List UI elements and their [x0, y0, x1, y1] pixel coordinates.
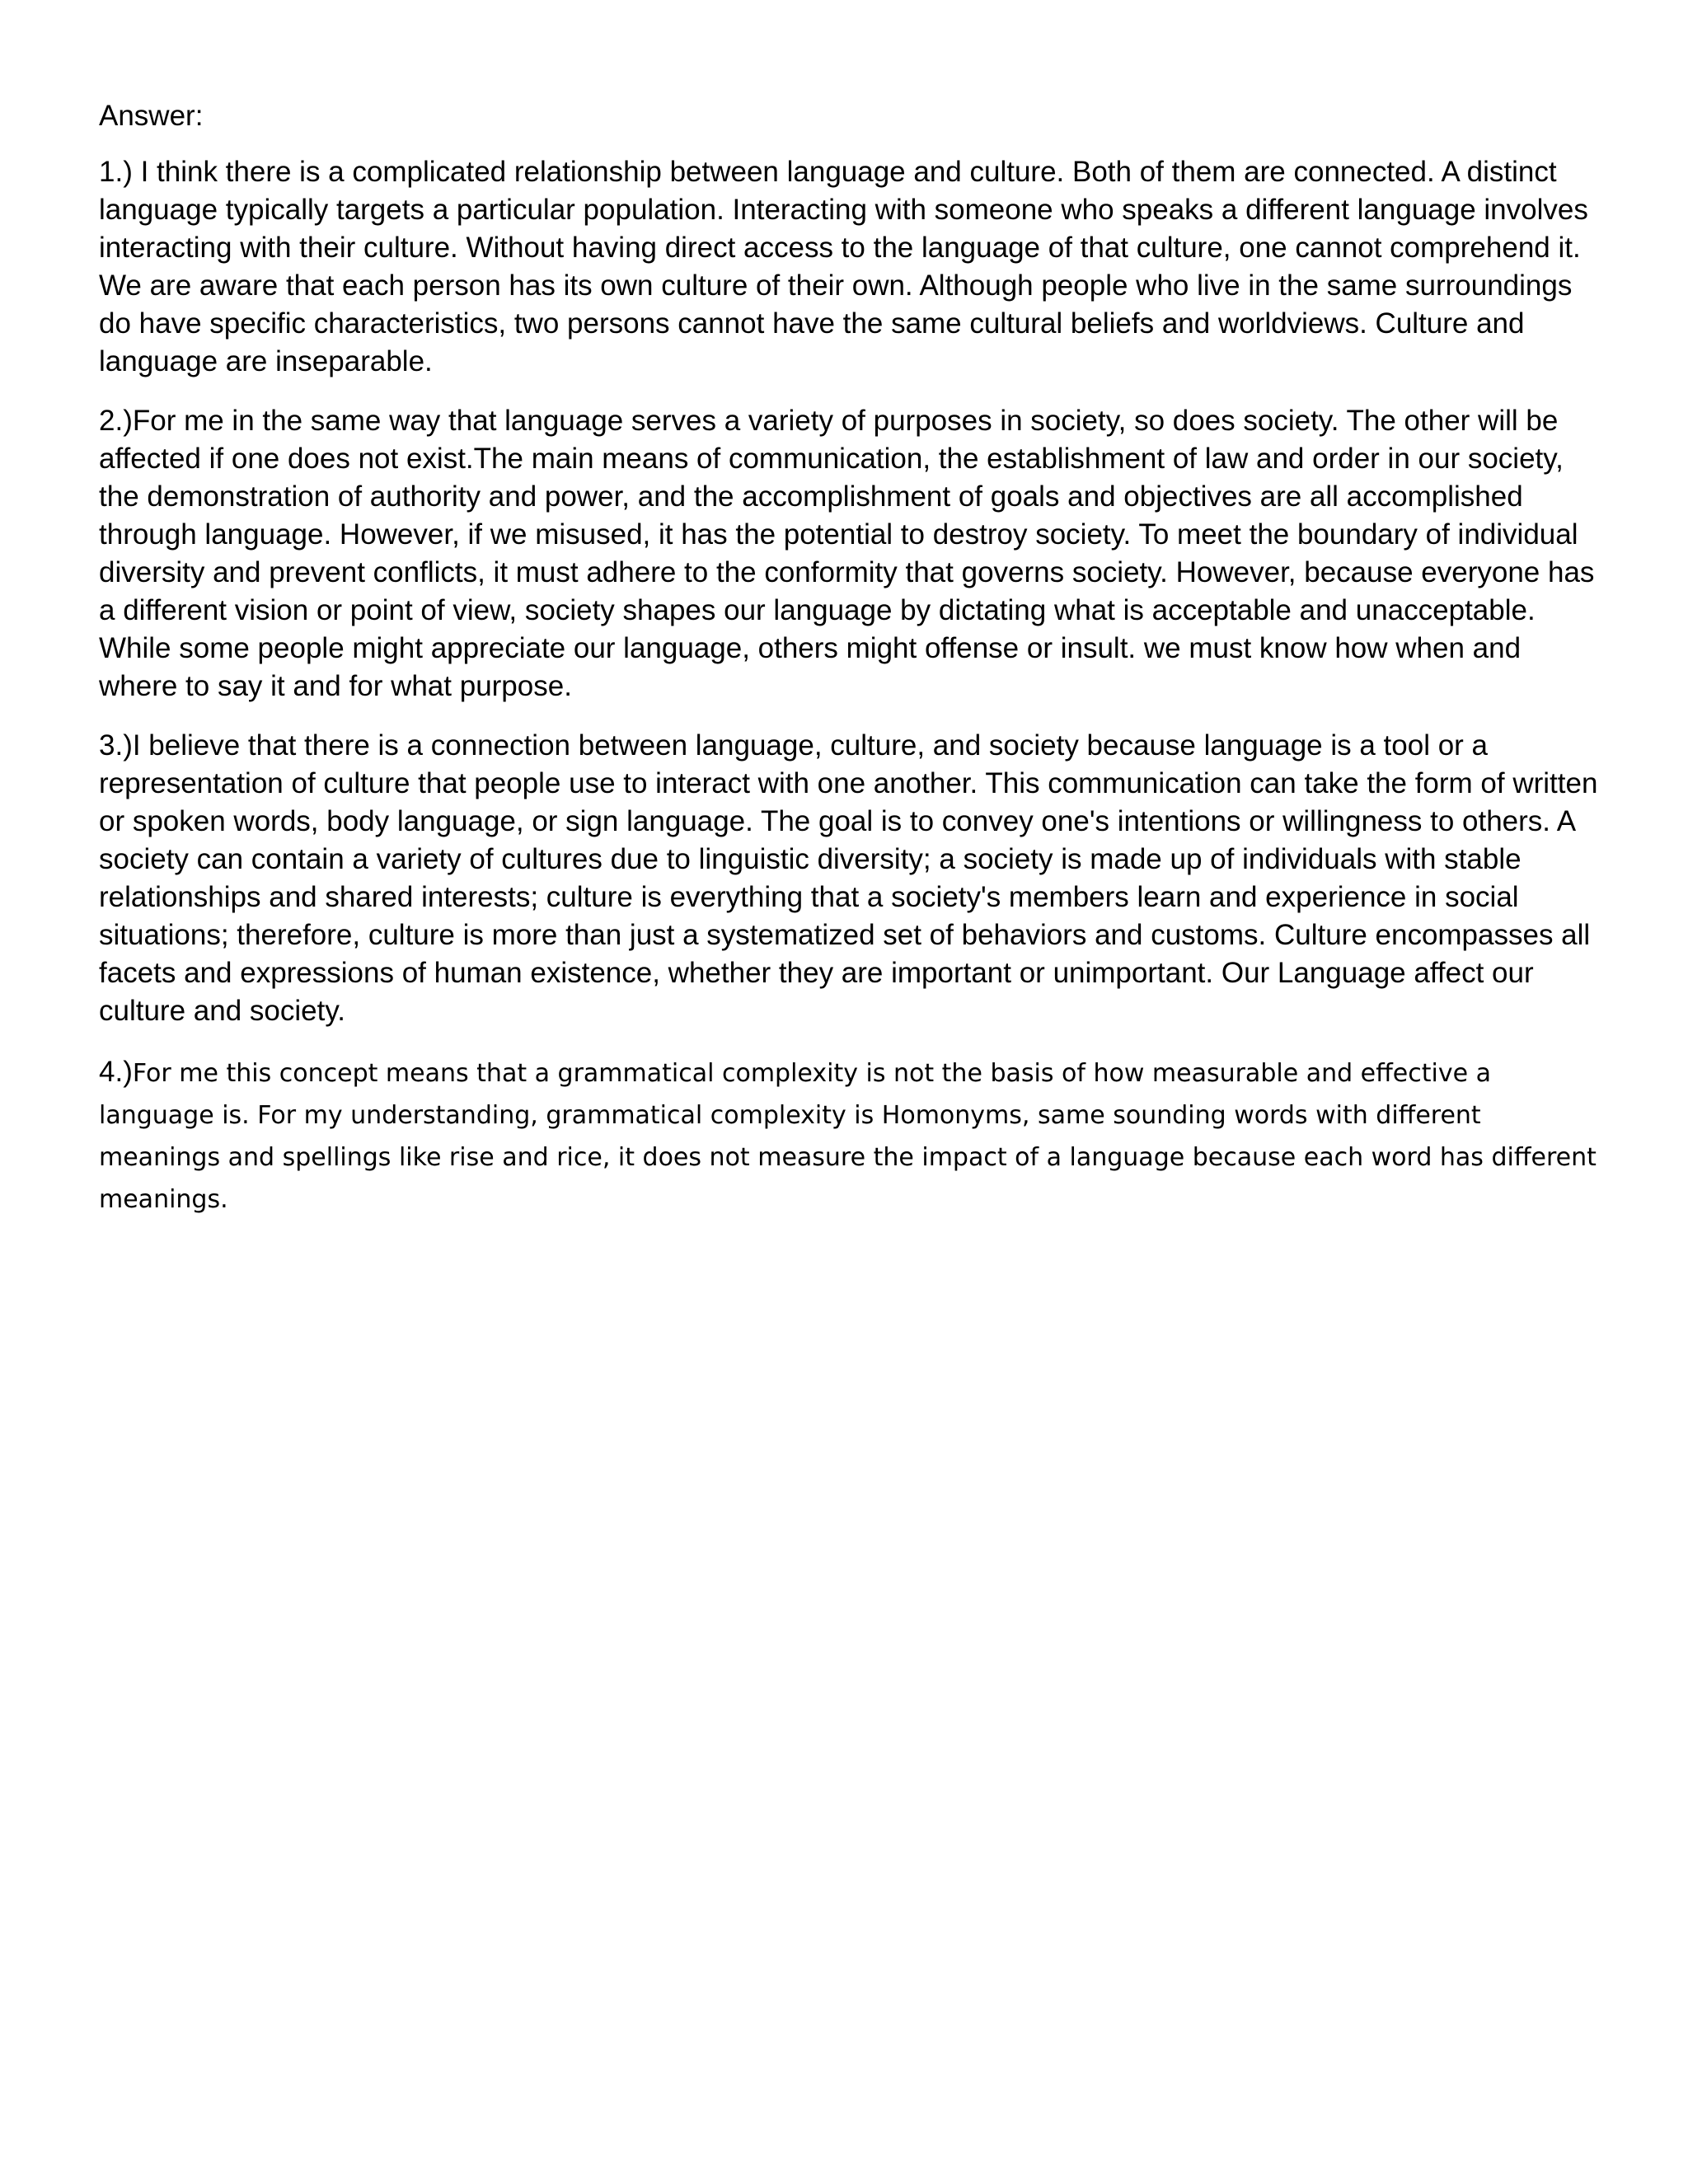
paragraph-4-text: For me this concept means that a grammatical complexity is not the basis of how measurable and effective a language is. For my understanding, grammatical complexity is Homonyms, same sounding words with different meanings and spellings like rise and rice, it does not measure the impact of a language because each word has different meanings. [99, 1059, 1597, 1214]
answer-heading: Answer: [99, 100, 204, 132]
answer-paragraph-2: 2.)For me in the same way that language serves a variety of purposes in society, so does society. The other will be affected if one does not exist.The main means of communication, the establishment of law and order in our society, the demonstration of authority and power, and the accomplishment of goals and objectives are all accomplished through language. However, if we misused, it has the potential to destroy society. To meet the boundary of individual diversity and prevent conflicts, it must adhere to the conformity that governs society. However, because everyone has a different vision or point of view, society shapes our language by dictating what is acceptable and unacceptable. While some people might appreciate our language, others might offense or insult. we must know how when and where to say it and for what purpose. [99, 405, 1595, 702]
answer-paragraph-1: 1.) I think there is a complicated relationship between language and culture. Both of them are connected. A distinct language typically targets a particular population. Interacting with someone who speaks a different language involves interacting with their culture. Without having direct access to the language of that culture, one cannot comprehend it. We are aware that each person has its own culture of their own. Although people who live in the same surroundings do have specific characteristics, two persons cannot have the same cultural beliefs and worldviews. Culture and language are inseparable. [99, 156, 1588, 377]
answer-paragraph-3: 3.)I believe that there is a connection between language, culture, and society because language is a tool or a representation of culture that people use to interact with one another. This communication can take the form of written or spoken words, body language, or sign language. The goal is to convey one's intentions or willingness to others. A society can contain a variety of cultures due to linguistic diversity; a society is made up of individuals with stable relationships and shared interests; culture is everything that a society's members learn and experience in social situations; therefore, culture is more than just a systematized set of behaviors and customs. Culture encompasses all facets and expressions of human existence, whether they are important or unimportant. Our Language affect our culture and society. [99, 729, 1598, 1027]
answer-paragraph-4 [99, 1052, 1607, 1220]
paragraph-4-number: 4.) [99, 1056, 133, 1088]
document-body [99, 97, 1607, 1220]
